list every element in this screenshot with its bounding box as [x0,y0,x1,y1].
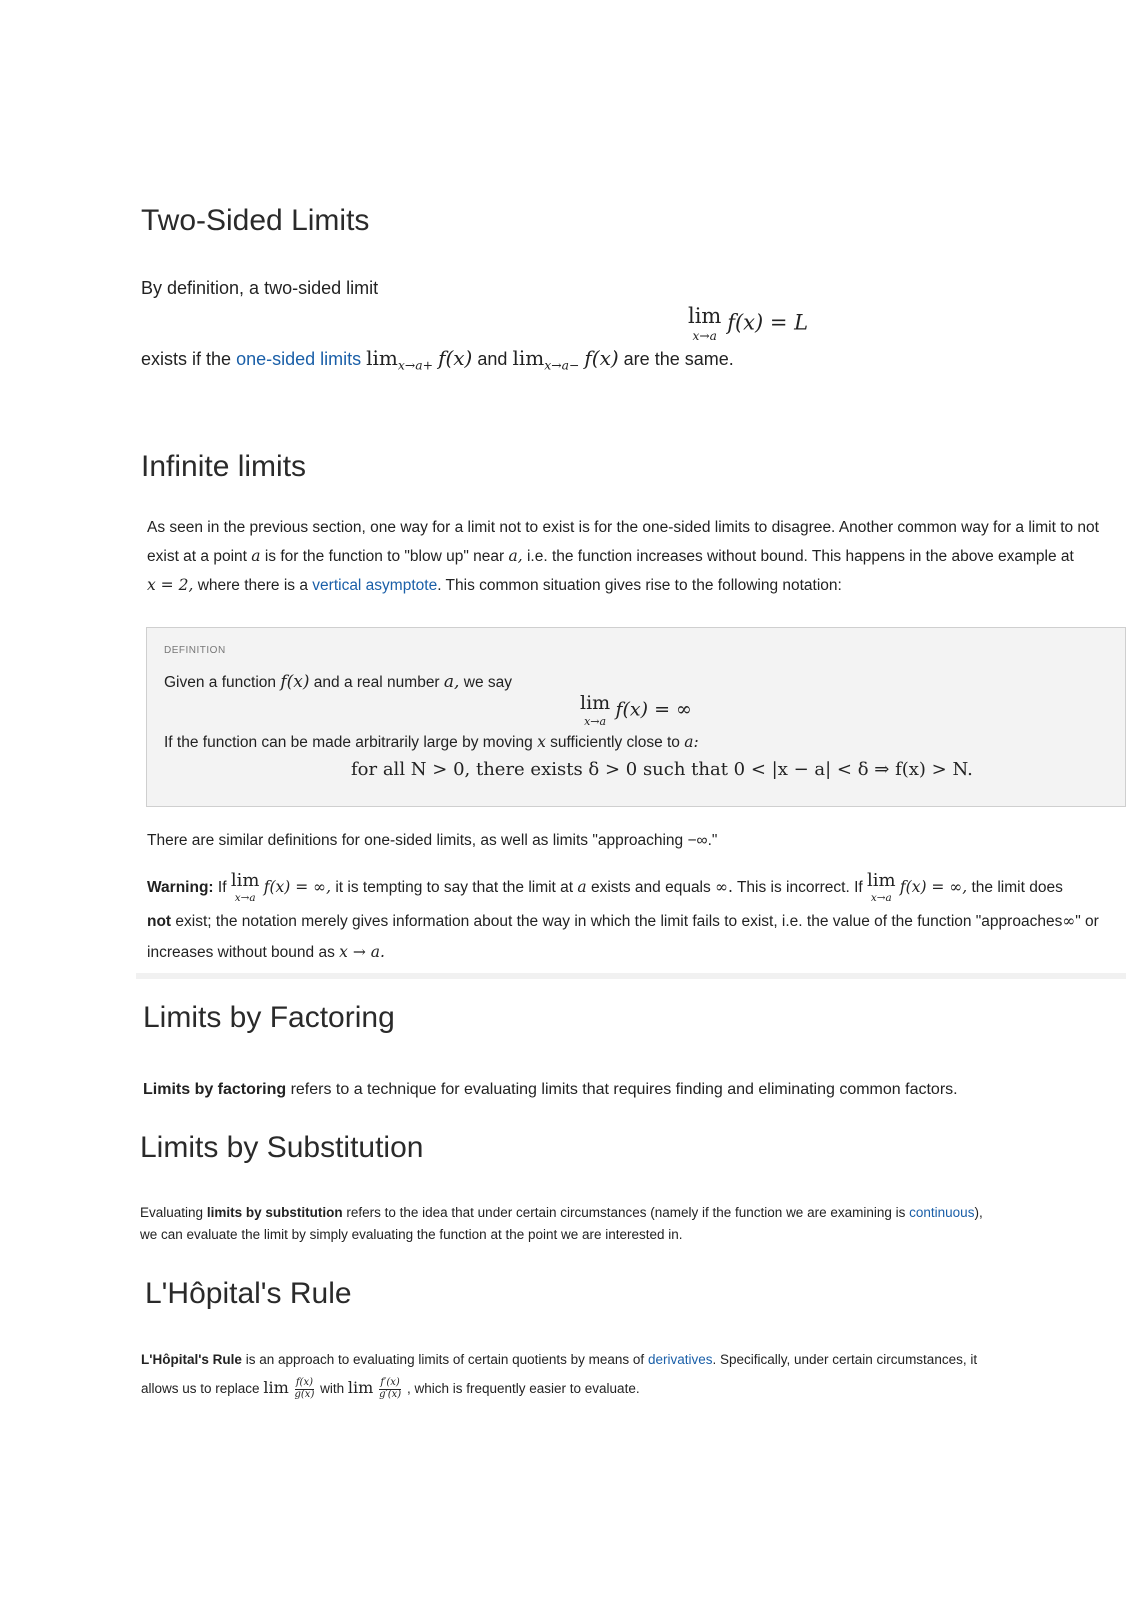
para-line: exist at a point a is for the function to "blow up" near a, i.e. the function increases without bound. This happens in the above example at [147,547,1074,565]
warning-label: Warning: [147,879,214,896]
heading-limits-by-substitution: Limits by Substitution [140,1131,424,1164]
infinite-intro-paragraph [147,514,1099,600]
definition-limit-formula: lim x→a f(x) = ∞ [580,692,692,728]
two-sided-intro: By definition, a two-sided limit [141,278,379,298]
continuous-link[interactable]: continuous [909,1205,975,1220]
heading-two-sided-limits: Two-Sided Limits [141,204,370,237]
fx2: f(x) [584,346,619,370]
similar-definitions-text: There are similar definitions for one-sided limits, as well as limits "approaching −∞." [147,832,718,849]
definition-formal-statement: for all N > 0, there exists δ > 0 such that 0 < |x − a| < δ ⇒ f(x) > N. [351,759,973,780]
substitution-line-1: Evaluating limits by substitution refers to the idea that under certain circumstances (namely if the function we are examining is continuous), [140,1205,983,1220]
substitution-line-2: we can evaluate the limit by simply evaluating the function at the point we are interested in. [140,1227,683,1242]
para-line: x = 2, where there is a vertical asymptote. This common situation gives rise to the following notation: [147,576,842,594]
warning-line-3: increases without bound as x → a. [147,942,385,961]
warning-line-1: Warning: If lim x→a f(x) = ∞, it is tempting to say that the limit at a exists and equals ∞. This is incorrect. If lim x→a f(x) = ∞, the limit does [147,870,1063,905]
warning-paragraph [147,872,1099,968]
para-line: As seen in the previous section, one way for a limit not to exist is for the one-sided limits to disagree. Another common way for a limit to not [147,519,1099,536]
definition-if-line: If the function can be made arbitrarily large by moving x sufficiently close to a: [164,733,699,751]
derivatives-link[interactable]: derivatives [647,1352,713,1367]
and-text: and [477,349,508,369]
definition-label: DEFINITION [164,645,226,656]
two-sided-exists-line [141,346,734,372]
lim-operator: lim [688,304,722,328]
lim2: $\lim_{x\to a-}$ [512,346,580,373]
lhopital-line-2: allows us to replace lim $\frac{f(x)}{g(x)}$ with lim $\frac{f'(x)}{g'(x)}$ , which is frequently easier to evaluate. [141,1377,640,1400]
lim-subscript: x→a [692,329,717,343]
heading-lhopitals-rule: L'Hôpital's Rule [145,1277,352,1310]
definition-given-line: Given a function f(x) and a real number a, we say [164,672,513,692]
tail-text: are the same. [623,349,734,369]
lhopital-paragraph [141,1346,977,1403]
substitution-paragraph [140,1202,983,1246]
warning-line-2: not exist; the notation merely gives information about the way in which the limit fails to exist, i.e. the value of the function "approaches∞" or [147,911,1099,930]
heading-infinite-limits: Infinite limits [141,450,307,483]
fx1: f(x) [438,346,473,370]
vertical-asymptote-link[interactable]: vertical asymptote [312,577,438,594]
heading-limits-by-factoring: Limits by Factoring [143,1001,395,1034]
lhopital-line-1: L'Hôpital's Rule is an approach to evaluating limits of certain quotients by means of derivatives. Specifically, under certain circumstances, it [141,1352,978,1367]
formula-rhs: f(x) = L [727,310,809,335]
lim1: $\lim_{x\to a+}$ [366,346,434,373]
exists-text: exists if the [141,349,232,369]
two-sided-display-formula [688,306,808,342]
factoring-text: Limits by factoring refers to a technique for evaluating limits that requires finding and eliminating common factors. [143,1081,958,1098]
section-divider [136,973,1126,979]
one-sided-limits-link[interactable]: one-sided limits [236,349,362,369]
